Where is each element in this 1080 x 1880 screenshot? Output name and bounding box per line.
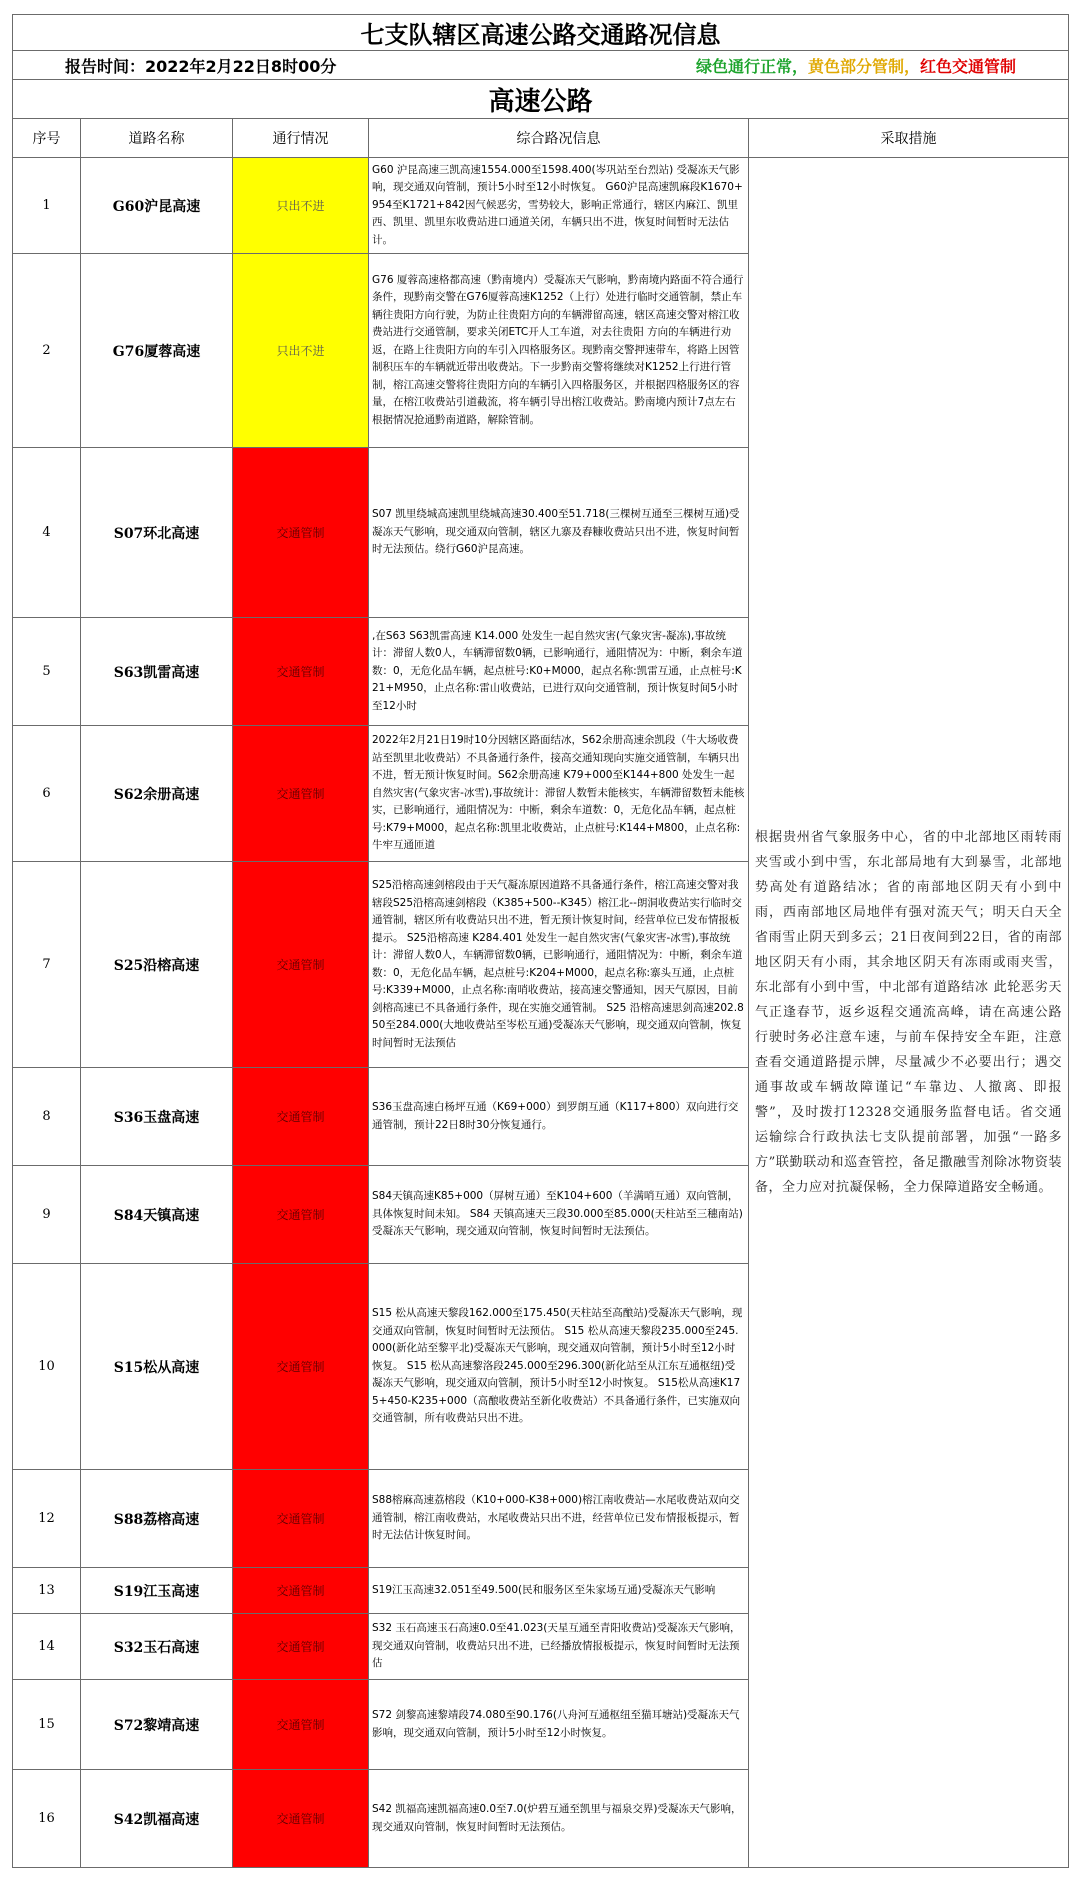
row-number: 6 [13,726,81,862]
road-name: G76厦蓉高速 [81,254,233,448]
legend-green: 绿色通行正常， [696,56,809,76]
road-info: S88榕麻高速荔榕段（K10+000-K38+000)榕江南收费站—水尾收费站双向交通管制，榕江南收费站，水尾收费站只出不进，经营单位已发布情报板提示，暂时无法估计恢复时间。 [369,1470,749,1568]
row-number: 9 [13,1166,81,1264]
legend-yellow: 黄色部分管制， [808,56,921,76]
report-bar [13,51,1069,80]
row-number: 15 [13,1680,81,1770]
road-info: 2022年2月21日19时10分因辖区路面结冰，S62余册高速余凯段（牛大场收费站至凯里北收费站）不具备通行条件，接高交通知现向实施交通管制，车辆只出不进，暂无预计恢复时间。S62余册高速 K79+000至K144+800 处发生一起自然灾害(气象灾害-冰雪),事故统计：滞留人数暂未能核实，车辆滞留数暂未能核实，已影响通行，通阻情况为：中断，剩余车道数：0，无危化品车辆，起点桩号:K79+M000，起点名称:凯里北收费站，止点桩号:K144+M800，止点名称:牛牢互通匝道 [369,726,749,862]
status-badge: 只出不进 [233,254,369,448]
road-info: G60 沪昆高速三凯高速1554.000至1598.400(岑巩站至台烈站) 受凝冻天气影响，现交通双向管制，预计5小时至12小时恢复。 G60沪昆高速凯麻段K1670+954至K1721+842因气候恶劣，雪势较大，影响正常通行，辖区内麻江、凯里西、凯里、凯里东收费站进口通道关闭，车辆只出不进，恢复时间暂时无法估计。 [369,158,749,254]
status-badge: 只出不进 [233,158,369,254]
header-road: 道路名称 [81,119,233,158]
road-info: G76 厦蓉高速格都高速（黔南境内）受凝冻天气影响，黔南境内路面不符合通行条件，现黔南交警在G76厦蓉高速K1252（上行）处进行临时交通管制，禁止车辆往贵阳方向行驶，为防止往贵阳方向的车辆滞留高速，辖区高速交警对榕江收费站进行交通管制，要求关闭ETC开人工车道，对去往贵阳 方向的车辆进行劝返，在路上往贵阳方向的车引入四格服务区。现黔南交警押速带车，将路上因管制积压车的车辆就近带出收费站。下一步黔南交警将继续对K1252上行进行管制，榕江高速交警将往贵阳方向的车辆引入四格服务区，并根据四格服务区的容量，在榕江收费站引道截流，将车辆引导出榕江收费站。黔南境内预计7点左右根据情况抢通黔南道路，解除管制。 [369,254,749,448]
road-name: S63凯雷高速 [81,618,233,726]
row-number: 1 [13,158,81,254]
row-number: 5 [13,618,81,726]
row-number: 13 [13,1568,81,1614]
header-measures: 采取措施 [749,119,1069,158]
road-name: S19江玉高速 [81,1568,233,1614]
report-time: 报告时间：2022年2月22日8时00分 [65,56,337,76]
status-legend [696,54,1016,77]
row-number: 12 [13,1470,81,1568]
measures-cell: 根据贵州省气象服务中心，省的中北部地区雨转雨夹雪或小到中雪，东北部局地有大到暴雪，北部地势高处有道路结冰；省的南部地区阴天有小到中雨，西南部地区局地伴有强对流天气；明天白天全省雨雪止阴天到多云；21日夜间到22日，省的南部地区阴天有小雨，其余地区阴天有冻雨或雨夹雪，东北部有小到中雪，中北部有道路结冰 此轮恶劣天气正逢春节，返乡返程交通流高峰，请在高速公路行驶时务必注意车速，与前车保持安全车距，注意查看交通道路提示牌，尽量减少不必要出行；遇交通事故或车辆故障谨记“车靠边、人撤离、即报警”，及时拨打12328交通服务监督电话。省交通运输综合行政执法七支队提前部署，加强“一路多方”联勤联动和巡查管控，备足撒融雪剂除冰物资装备，全力应对抗凝保畅，全力保障道路安全畅通。 [749,158,1069,1868]
road-info: S72 剑黎高速黎靖段74.080至90.176(八舟河互通枢纽至猫耳塘站)受凝冻天气影响，现交通双向管制，预计5小时至12小时恢复。 [369,1680,749,1770]
road-info: S15 松从高速天黎段162.000至175.450(天柱站至高酿站)受凝冻天气影响，现交通双向管制，恢复时间暂时无法预估。 S15 松从高速天黎段235.000至245.000(新化站至黎平北)受凝冻天气影响，现交通双向管制，预计5小时至12小时恢复。 S15 松从高速黎洛段245.000至296.300(新化站至从江东互通枢纽)受凝冻天气影响，现交通双向管制，预计5小时至12小时恢复。 S15松从高速K175+450-K235+000（高酿收费站至新化收费站）不具备通行条件，已实施双向交通管制，所有收费站只出不进。 [369,1264,749,1470]
status-badge: 交通管制 [233,1068,369,1166]
road-info: S42 凯福高速凯福高速0.0至7.0(炉碧互通至凯里与福泉交界)受凝冻天气影响，现交通双向管制，恢复时间暂时无法预估。 [369,1770,749,1868]
row-number: 7 [13,862,81,1068]
road-info: S19江玉高速32.051至49.500(民和服务区至朱家场互通)受凝冻天气影响 [369,1568,749,1614]
road-name: S84天镇高速 [81,1166,233,1264]
row-number: 16 [13,1770,81,1868]
status-badge: 交通管制 [233,862,369,1068]
status-badge: 交通管制 [233,618,369,726]
road-name: S42凯福高速 [81,1770,233,1868]
row-number: 4 [13,448,81,618]
row-number: 8 [13,1068,81,1166]
road-info: S36玉盘高速白杨坪互通（K69+000）到罗朗互通（K117+800）双向进行交通管制，预计22日8时30分恢复通行。 [369,1068,749,1166]
traffic-report-sheet [12,14,1068,1868]
status-badge: 交通管制 [233,1470,369,1568]
status-badge: 交通管制 [233,1680,369,1770]
road-name: S07环北高速 [81,448,233,618]
road-name: S88荔榕高速 [81,1470,233,1568]
road-info: S07 凯里绕城高速凯里绕城高速30.400至51.718(三棵树互通至三棵树互通)受凝冻天气影响，现交通双向管制，辖区九寨及舂糠收费站只出不进，恢复时间暂时无法预估。绕行G60沪昆高速。 [369,448,749,618]
road-info: S25沿榕高速剑榕段由于天气凝冻原因道路不具备通行条件，榕江高速交警对我辖段S25沿榕高速剑榕段（K385+500--K345）榕江北--朗洞收费站实行临时交通管制，辖区所有收费站只出不进，暂无预计恢复时间，经营单位已发布情报板提示。 S25沿榕高速 K284.401 处发生一起自然灾害(气象灾害-冰雪),事故统计：滞留人数0人，车辆滞留数0辆，已影响通行，通阻情况为：中断，剩余车道数：0，无危化品车辆，起点桩号:K204+M000，起点名称:寨头互通，止点桩号:K339+M000，止点名称:南哨收费站，接高速交警通知，因天气原因，目前剑榕高速已不具备通行条件，现在实施交通管制。 S25 沿榕高速思剑高速202.850至284.000(大地收费站至岑松互通)受凝冻天气影响，现交通双向管制，恢复时间暂时无法预估 [369,862,749,1068]
page-title: 七支队辖区高速公路交通路况信息 [13,15,1069,51]
road-name: S32玉石高速 [81,1614,233,1680]
section-title: 高速公路 [13,80,1069,119]
row-number: 10 [13,1264,81,1470]
status-badge: 交通管制 [233,1264,369,1470]
road-info: ,在S63 S63凯雷高速 K14.000 处发生一起自然灾害(气象灾害-凝冻),事故统计：滞留人数0人，车辆滞留数0辆，已影响通行，通阻情况为：中断，剩余车道数：0，无危化品车辆，起点桩号:K0+M000，起点名称:凯雷互通，止点桩号:K21+M950，止点名称:雷山收费站，已进行双向交通管制，预计恢复时间5小时至12小时 [369,618,749,726]
status-badge: 交通管制 [233,1166,369,1264]
table-header [13,119,1069,158]
road-info: S32 玉石高速玉石高速0.0至41.023(天星互通至青阳收费站)受凝冻天气影响，现交通双向管制，收费站只出不进，已经播放情报板提示，恢复时间暂时无法预估 [369,1614,749,1680]
table-row [13,158,1069,254]
road-name: S72黎靖高速 [81,1680,233,1770]
road-name: G60沪昆高速 [81,158,233,254]
header-status: 通行情况 [233,119,369,158]
road-info: S84天镇高速K85+000（屏树互通）至K104+600（羊满哨互通）双向管制，具体恢复时间未知。 S84 天镇高速天三段30.000至85.000(天柱站至三穗南站)受凝冻天气影响，现交通双向管制，恢复时间暂时无法预估。 [369,1166,749,1264]
traffic-table [12,14,1069,1868]
legend-red: 红色交通管制 [920,56,1017,76]
row-number: 2 [13,254,81,448]
road-name: S25沿榕高速 [81,862,233,1068]
header-info: 综合路况信息 [369,119,749,158]
status-badge: 交通管制 [233,448,369,618]
header-no: 序号 [13,119,81,158]
road-name: S15松从高速 [81,1264,233,1470]
status-badge: 交通管制 [233,1614,369,1680]
row-number: 14 [13,1614,81,1680]
road-name: S36玉盘高速 [81,1068,233,1166]
status-badge: 交通管制 [233,726,369,862]
status-badge: 交通管制 [233,1568,369,1614]
road-name: S62余册高速 [81,726,233,862]
status-badge: 交通管制 [233,1770,369,1868]
